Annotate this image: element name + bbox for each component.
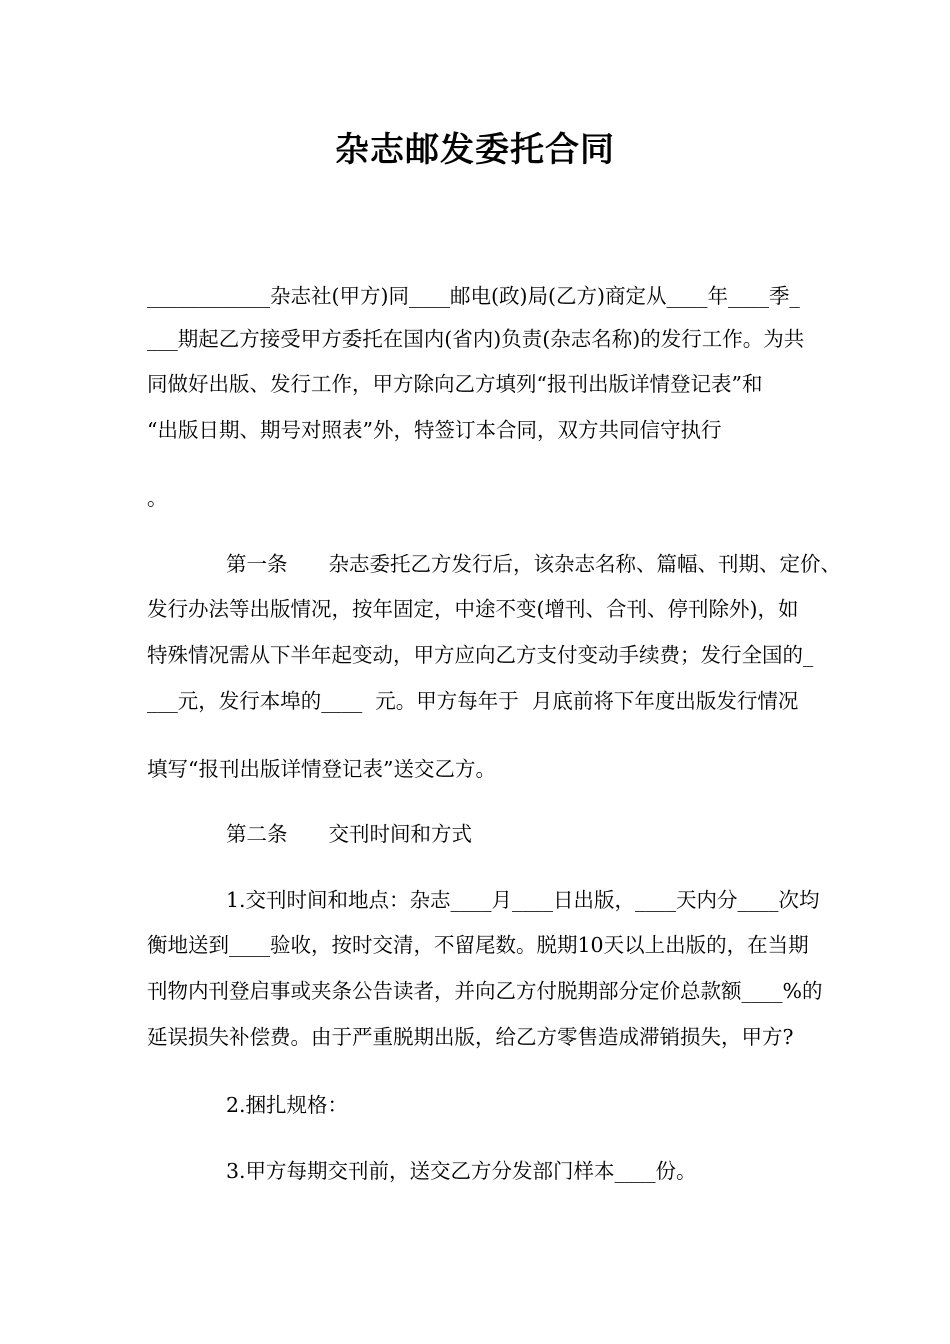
- clause-1-line: 1.交刊时间和地点：杂志____月____日出版，____天内分____次均: [226, 888, 820, 912]
- clause-3-line: 3.甲方每期交刊前，送交乙方分发部门样本____份。: [226, 1159, 697, 1183]
- paragraph-line: ___元，发行本埠的____ 元。甲方每年于 月底前将下年度出版发行情况: [147, 689, 799, 713]
- article-2-heading: 第二条 交刊时间和方式: [226, 822, 472, 846]
- paragraph-line: “出版日期、期号对照表”外，特签订本合同，双方共同信守执行: [147, 418, 722, 442]
- paragraph-line: 特殊情况需从下半年起变动，甲方应向乙方支付变动手续费；发行全国的_: [147, 643, 814, 667]
- paragraph-line: 衡地送到____验收，按时交清，不留尾数。脱期10天以上出版的，在当期: [147, 933, 809, 957]
- paragraph-line: ___期起乙方接受甲方委托在国内(省内)负责(杂志名称)的发行工作。为共: [147, 327, 805, 351]
- paragraph-line: 填写“报刊出版详情登记表”送交乙方。: [147, 757, 496, 781]
- clause-2-line: 2.捆扎规格：: [226, 1093, 349, 1117]
- document-title: 杂志邮发委托合同: [335, 130, 615, 170]
- paragraph-line: ____________杂志社(甲方)同____邮电(政)局(乙方)商定从____年____季_: [147, 284, 800, 308]
- paragraph-line: 同做好出版、发行工作，甲方除向乙方填列“报刊出版详情登记表”和: [147, 372, 763, 396]
- paragraph-line: 。: [147, 486, 168, 510]
- article-1-heading-line: 第一条 杂志委托乙方发行后，该杂志名称、篇幅、刊期、定价、: [226, 552, 841, 576]
- paragraph-line: 发行办法等出版情况，按年固定，中途不变(增刊、合刊、停刊除外)，如: [147, 597, 799, 621]
- paragraph-line: 刊物内刊登启事或夹条公告读者，并向乙方付脱期部分定价总款额____%的: [147, 979, 823, 1003]
- paragraph-line: 延误损失补偿费。由于严重脱期出版，给乙方零售造成滞销损失，甲方?: [147, 1025, 794, 1049]
